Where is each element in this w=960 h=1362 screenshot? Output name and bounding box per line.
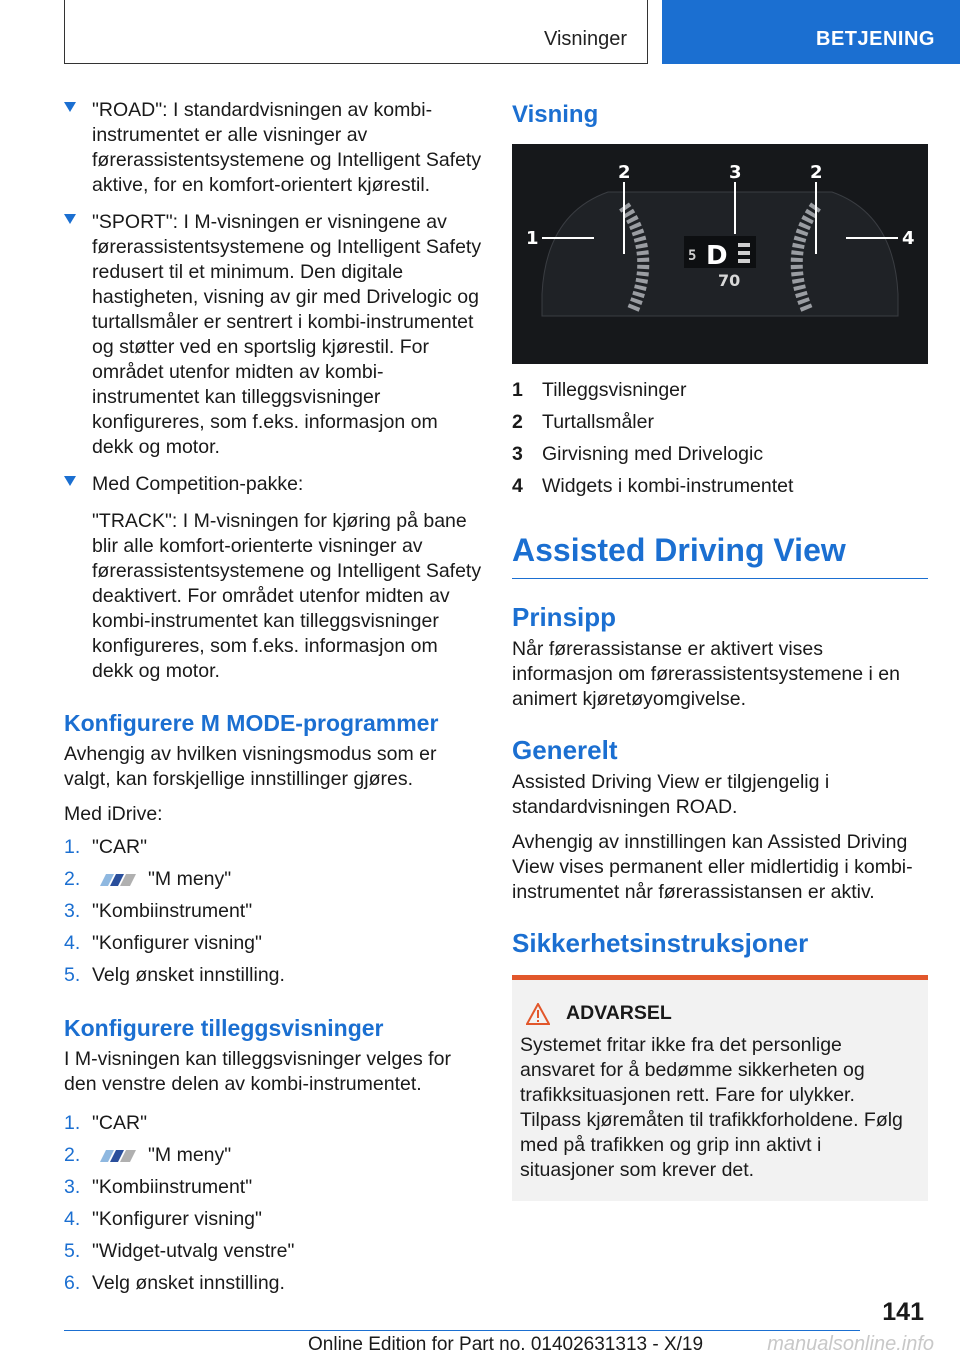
list-item: [64, 1175, 482, 1207]
step-number: 3.: [64, 900, 81, 922]
list-item: [64, 1143, 482, 1175]
step-text: "CAR": [92, 836, 148, 858]
list-item: [64, 1239, 482, 1271]
callout-2-left: 2: [618, 162, 631, 183]
header-section-title: Visninger: [543, 28, 627, 50]
left-column: [64, 98, 482, 1303]
idrive-label: Med iDrive:: [64, 803, 163, 825]
warning-header: [520, 1002, 920, 1025]
list-item: [64, 963, 482, 995]
callout-4: 4: [902, 228, 915, 249]
legend-text: Tilleggsvisninger: [542, 379, 687, 401]
bullet-competition: [64, 472, 482, 684]
legend-text: Widgets i kombi-instrumentet: [542, 475, 794, 497]
step-number: 1.: [64, 836, 81, 858]
bullet-sport: [64, 210, 482, 460]
step-number: 2.: [64, 868, 81, 890]
callout-3: 3: [729, 162, 742, 183]
steps-list-m-mode: [64, 835, 482, 995]
legend-number: 1: [512, 379, 523, 401]
triangle-bullet-icon: [64, 476, 76, 486]
steps-list-additional-views: [64, 1111, 482, 1303]
legend-item: [512, 378, 928, 410]
header-chapter-label: BETJENING: [816, 28, 935, 50]
step-number: 3.: [64, 1176, 81, 1198]
legend-number: 2: [512, 411, 523, 433]
section-title-additional-views: Konfigurere tilleggsvisninger: [64, 1015, 384, 1041]
step-text: "Kombiinstrument": [92, 1176, 253, 1198]
list-item: [64, 835, 482, 867]
triangle-bullet-icon: [64, 102, 76, 112]
watermark: manualsonline.info: [767, 1333, 934, 1355]
step-text: "M meny": [148, 868, 232, 890]
legend-number: 3: [512, 443, 523, 465]
bullet-text: "TRACK": I M-visningen for kjøring på bane blir alle komfort-orienterte visninger av førerassistentsystemene og Intelligent Safety deaktivert. For området utenfor midten av kombi-instrumentet kan tilleggsvisninger konfigureres, som f.eks. informasjon om dekk og motor.: [92, 510, 482, 682]
step-text: "Kombiinstrument": [92, 900, 253, 922]
header-chapter-tab: [662, 0, 960, 64]
speed-label: 70: [718, 271, 741, 290]
section-title-m-mode: Konfigurere M MODE-programmer: [64, 710, 439, 736]
step-number: 1.: [64, 1112, 81, 1134]
step-text: "Konfigurer visning": [92, 1208, 262, 1230]
list-item: [64, 1271, 482, 1303]
warning-label: ADVARSEL: [566, 1002, 672, 1024]
generelt-text-2: Avhengig av innstillingen kan Assisted Driving View vises permanent eller midlertidig i kombi-instrumentet når førerassistansen er aktiv.: [512, 831, 913, 903]
section-intro: I M-visningen kan tilleggsvisninger velges for den venstre delen av kombi-instrumentet.: [64, 1048, 451, 1095]
visning-title: Visning: [512, 101, 599, 128]
step-number: 5.: [64, 964, 81, 986]
m-logo-icon: [92, 1149, 140, 1163]
prinsipp-title: Prinsipp: [512, 602, 617, 632]
step-number: 6.: [64, 1272, 81, 1294]
figure-legend: [512, 378, 928, 506]
bullet-road: [64, 98, 482, 198]
bullet-text: "ROAD": I standardvisningen av kombi-instrumentet er alle visninger av førerassistentsystemene og Intelligent Safety aktive, for en komfort-orientert kjørestil.: [92, 99, 482, 196]
footer-edition: Online Edition for Part no. 01402631313 - X/19: [308, 1334, 704, 1355]
footer-rule: [64, 1330, 860, 1331]
step-text: "Konfigurer visning": [92, 932, 262, 954]
step-number: 5.: [64, 1240, 81, 1262]
step-text: Velg ønsket innstilling.: [92, 1272, 285, 1294]
step-text: Velg ønsket innstilling.: [92, 964, 285, 986]
list-item: [64, 931, 482, 963]
instrument-cluster-figure: [512, 144, 928, 364]
legend-item: [512, 410, 928, 442]
bullet-text: Med Competition-pakke:: [92, 473, 304, 495]
section-divider: [512, 578, 928, 579]
section-intro: Avhengig av hvilken visningsmodus som er valgt, kan forskjellige innstillinger gjøres.: [64, 743, 437, 790]
generelt-title: Generelt: [512, 735, 618, 765]
safety-title: Sikkerhetsinstruksjoner: [512, 928, 809, 958]
step-number: 2.: [64, 1144, 81, 1166]
right-column: [512, 100, 928, 1201]
legend-text: Turtallsmåler: [542, 411, 654, 433]
step-text: "M meny": [148, 1144, 232, 1166]
page-number: 141: [882, 1298, 924, 1326]
warning-triangle-icon: [526, 1003, 550, 1025]
warning-text: Systemet fritar ikke fra det personlige ansvaret for å bedømme sikkerheten og trafikksituasjonen rett. Fare for ulykker. Tilpass kjøremåten til trafikkforholdene. Følg med på trafikken og grip inn aktivt i situasjoner som krever det.: [520, 1034, 903, 1181]
legend-item: [512, 442, 928, 474]
header-box: [64, 0, 648, 64]
legend-text: Girvisning med Drivelogic: [542, 443, 764, 465]
generelt-text-1: Assisted Driving View er tilgjengelig i standardvisningen ROAD.: [512, 771, 830, 818]
list-item: [64, 867, 482, 899]
step-number: 4.: [64, 1208, 81, 1230]
list-item: [64, 1111, 482, 1143]
callout-1: 1: [526, 228, 539, 249]
triangle-bullet-icon: [64, 214, 76, 224]
legend-item: [512, 474, 928, 506]
bullet-text: "SPORT": I M-visningen er visningene av førerassistentsystemene og Intelligent Safety redusert til et minimum. Den digitale hastigheten, visning av gir med Drivelogic og turtallsmåler er sentrert i kombi-instrumentet og støtter ved en sportslig kjørestil. For området utenfor midten av kombi-instrumentet kan tilleggsvisninger konfigureres, som f.eks. informasjon om dekk og motor.: [92, 211, 482, 458]
step-text: "Widget-utvalg venstre": [92, 1240, 295, 1262]
step-text: "CAR": [92, 1112, 148, 1134]
list-item: [64, 899, 482, 931]
legend-number: 4: [512, 475, 523, 497]
gear-left-label: 5: [688, 248, 697, 264]
gear-main-label: D: [706, 241, 728, 271]
list-item: [64, 1207, 482, 1239]
prinsipp-text: Når førerassistanse er aktivert vises informasjon om førerassistentsystemene i en animert kjøretøyomgivelse.: [512, 638, 900, 710]
step-number: 4.: [64, 932, 81, 954]
m-logo-icon: [92, 873, 140, 887]
callout-2-right: 2: [810, 162, 823, 183]
warning-box: [512, 975, 928, 1201]
main-section-title: Assisted Driving View: [512, 532, 846, 568]
